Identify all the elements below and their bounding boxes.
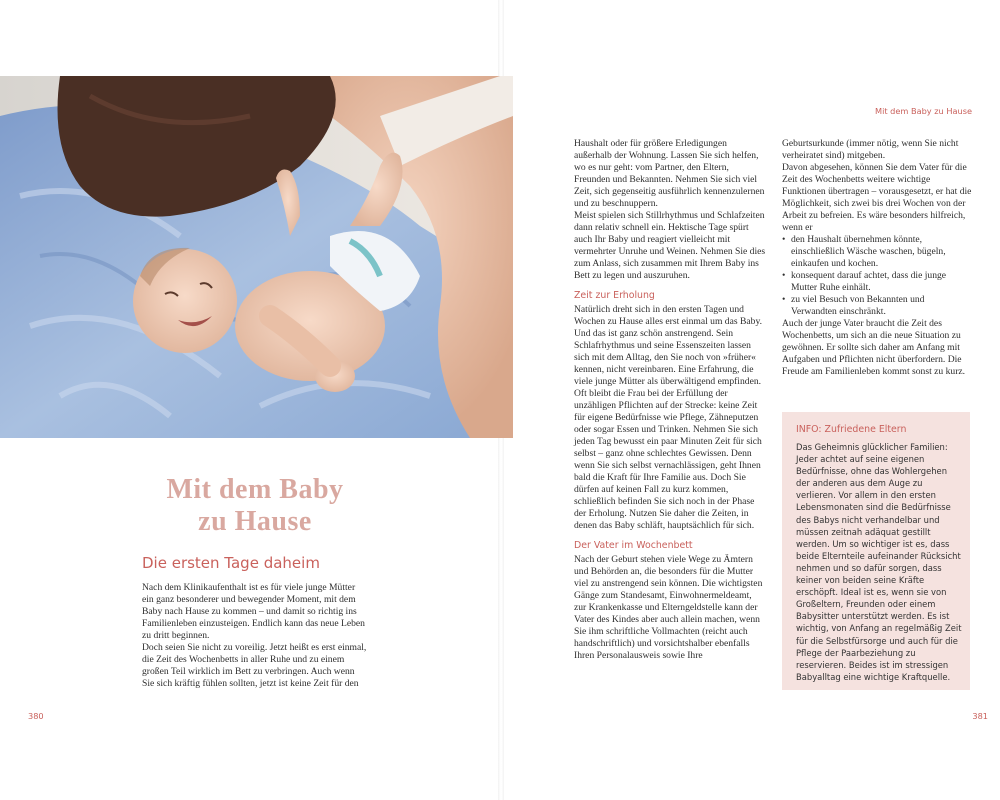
photo-illustration (0, 76, 513, 438)
mother-baby-photo (0, 76, 513, 438)
left-text-column (142, 582, 368, 690)
info-box (782, 412, 970, 690)
bullet-item: • zu viel Besuch von Bekannten und Verwandten einschränkt. (782, 294, 972, 318)
page-number-right: 381 (972, 711, 988, 721)
right-paragraph-2: Davon abgesehen, können Sie dem Vater für die Zeit des Wochenbetts weitere wichtige Funktionen übertragen – vorausgesetzt, er hat die Möglichkeit, sich zwei bis drei Wochen von der Arbeit zu befreien. Es wäre besonders hilfreich, wenn er (782, 162, 972, 233)
left-paragraph-2: Doch seien Sie nicht zu voreilig. Jetzt heißt es erst einmal, die Zeit des Wochenbetts in aller Ruhe und zu einem großen Teil wirklich im Bett zu verbringen. Auch wenn Sie sich kräftig fühlen sollten, jetzt ist keine Zeit für den (142, 642, 367, 689)
mid-paragraph-2: Meist spielen sich Stillrhythmus und Schlafzeiten dann relativ schnell ein. Hektische Tage spürt auch Ihr Baby und reagiert vielleicht mit vermehrter Unruhe und Weinen. Nehmen Sie dies zum Anlass, sich zusammen mit Ihrem Baby ins Bett zu legen und auszuruhen. (574, 210, 766, 281)
page-number-left: 380 (28, 711, 44, 721)
right-paragraph-3: Auch der junge Vater braucht die Zeit des Wochenbetts, um sich an die neue Situation zu gewöhnen. Er sollte sich daher am Anfang mit Aufgaben und Pflichten nicht überfordern. Die Freude am Familienleben kommt sonst zu kurz. (782, 318, 966, 377)
middle-text-column (574, 138, 766, 662)
right-paragraph-1: Geburtsurkunde (immer nötig, wenn Sie nicht verheiratet sind) mitgeben. (782, 138, 959, 161)
mid-paragraph-4: Nach der Geburt stehen viele Wege zu Ämtern und Behörden an, die besonders für die Mutter viel zu anstrengend sein können. Die wichtigsten Gänge zum Standesamt, Einwohnermeldeamt, zur Krankenkasse und Elterngeldstelle kann der Vater des Kindes aber auch allein machen, wenn Sie ihm schriftliche Vollmachten (reicht auch handschriftlich) und vorsichtshalber ebenfalls Ihren Personalausweis sowie Ihre (574, 554, 763, 661)
bullet-list (782, 234, 972, 318)
subheading-vater-im-wochenbett: Der Vater im Wochenbett (574, 540, 693, 551)
subheading-zeit-zur-erholung: Zeit zur Erholung (574, 290, 655, 301)
bullet-item: • den Haushalt übernehmen könnte, einschließlich Wäsche waschen, bügeln, einkaufen und kochen. (782, 234, 972, 270)
info-box-text: Das Geheimnis glücklicher Familien: Jeder achtet auf seine eigenen Bedürfnisse, ohne das Wohlergehen der anderen aus dem Auge zu verlieren. Vor allem in den ersten Lebensmonaten sind die Bedürfnisse des Babys nicht verhandelbar und müssen zeitnah adäquat gestillt werden. Um so wichtiger ist es, dass beide Elternteile aufeinander Rücksicht nehmen und so dafür sorgen, dass keiner von beiden seine Kräfte erschöpft. Ideal ist es, wenn sie von Großeltern, Freunden oder einem Babysitter unterstützt werden. Es ist wichtig, von Anfang an regelmäßig Zeit für die Selbstfürsorge und auch für die Pflege der Paarbeziehung zu reservieren. Beides ist im stressigen Babyalltag eine wichtige Kraftquelle. (796, 442, 962, 682)
mid-paragraph-1: Haushalt oder für größere Erledigungen außerhalb der Wohnung. Lassen Sie sich helfen, wo es nur geht: vom Partner, den Eltern, Freunden und Bekannten. Nehmen Sie sich viel Zeit, sich gegenseitig ausführlich kennenzulernen und zu beschnuppern. (574, 138, 765, 209)
info-box-heading: INFO: Zufriedene Eltern (796, 424, 907, 435)
bullet-item: • konsequent darauf achtet, dass die junge Mutter Ruhe einhält. (782, 270, 972, 294)
running-head: Mit dem Baby zu Hause (875, 106, 972, 116)
section-heading: Die ersten Tage daheim (142, 554, 320, 572)
chapter-title-line-2: zu Hause (198, 506, 312, 537)
right-text-column (782, 138, 972, 378)
chapter-title-line-1: Mit dem Baby (166, 474, 344, 505)
mid-paragraph-3: Natürlich dreht sich in den ersten Tagen und Wochen zu Hause alles erst einmal um das Baby. Und das ist ganz schön anstrengend. Sein Schlafrhythmus und seine Essenszeiten lassen sich mit dem Alltag, den Sie noch von »früher« kennen, nicht vereinbaren. Eine Erfahrung, die viele junge Mütter als überwältigend empfinden. Oft bleibt die Frau bei der Erfüllung der unzähligen Pflichten auf der Strecke: keine Zeit für eigene Bedürfnisse wie Pflege, Zähneputzen oder sogar Essen und Trinken. Nehmen Sie sich jeden Tag bewusst ein paar Minuten Zeit für sich selbst – ganz ohne schlechtes Gewissen. Denn wenn Sie sich selbst vernachlässigen, geht Ihnen bald die Kraft für Ihre Familie aus. Doch Sie dürfen auf keinen Fall zu kurz kommen, schließlich befinden Sie sich noch in der Phase der Erholung. Nutzen Sie daher die Zeiten, in denen das Baby schläft, hauptsächlich für sich. (574, 304, 763, 531)
left-paragraph-1: Nach dem Klinikaufenthalt ist es für viele junge Mütter ein ganz besonderer und bewegender Moment, mit dem Baby nach Hause zu kommen – und damit so richtig ins Familienleben einzusteigen. Endlich kann das neue Leben zu dritt beginnen. (142, 582, 365, 641)
chapter-title (60, 474, 450, 538)
